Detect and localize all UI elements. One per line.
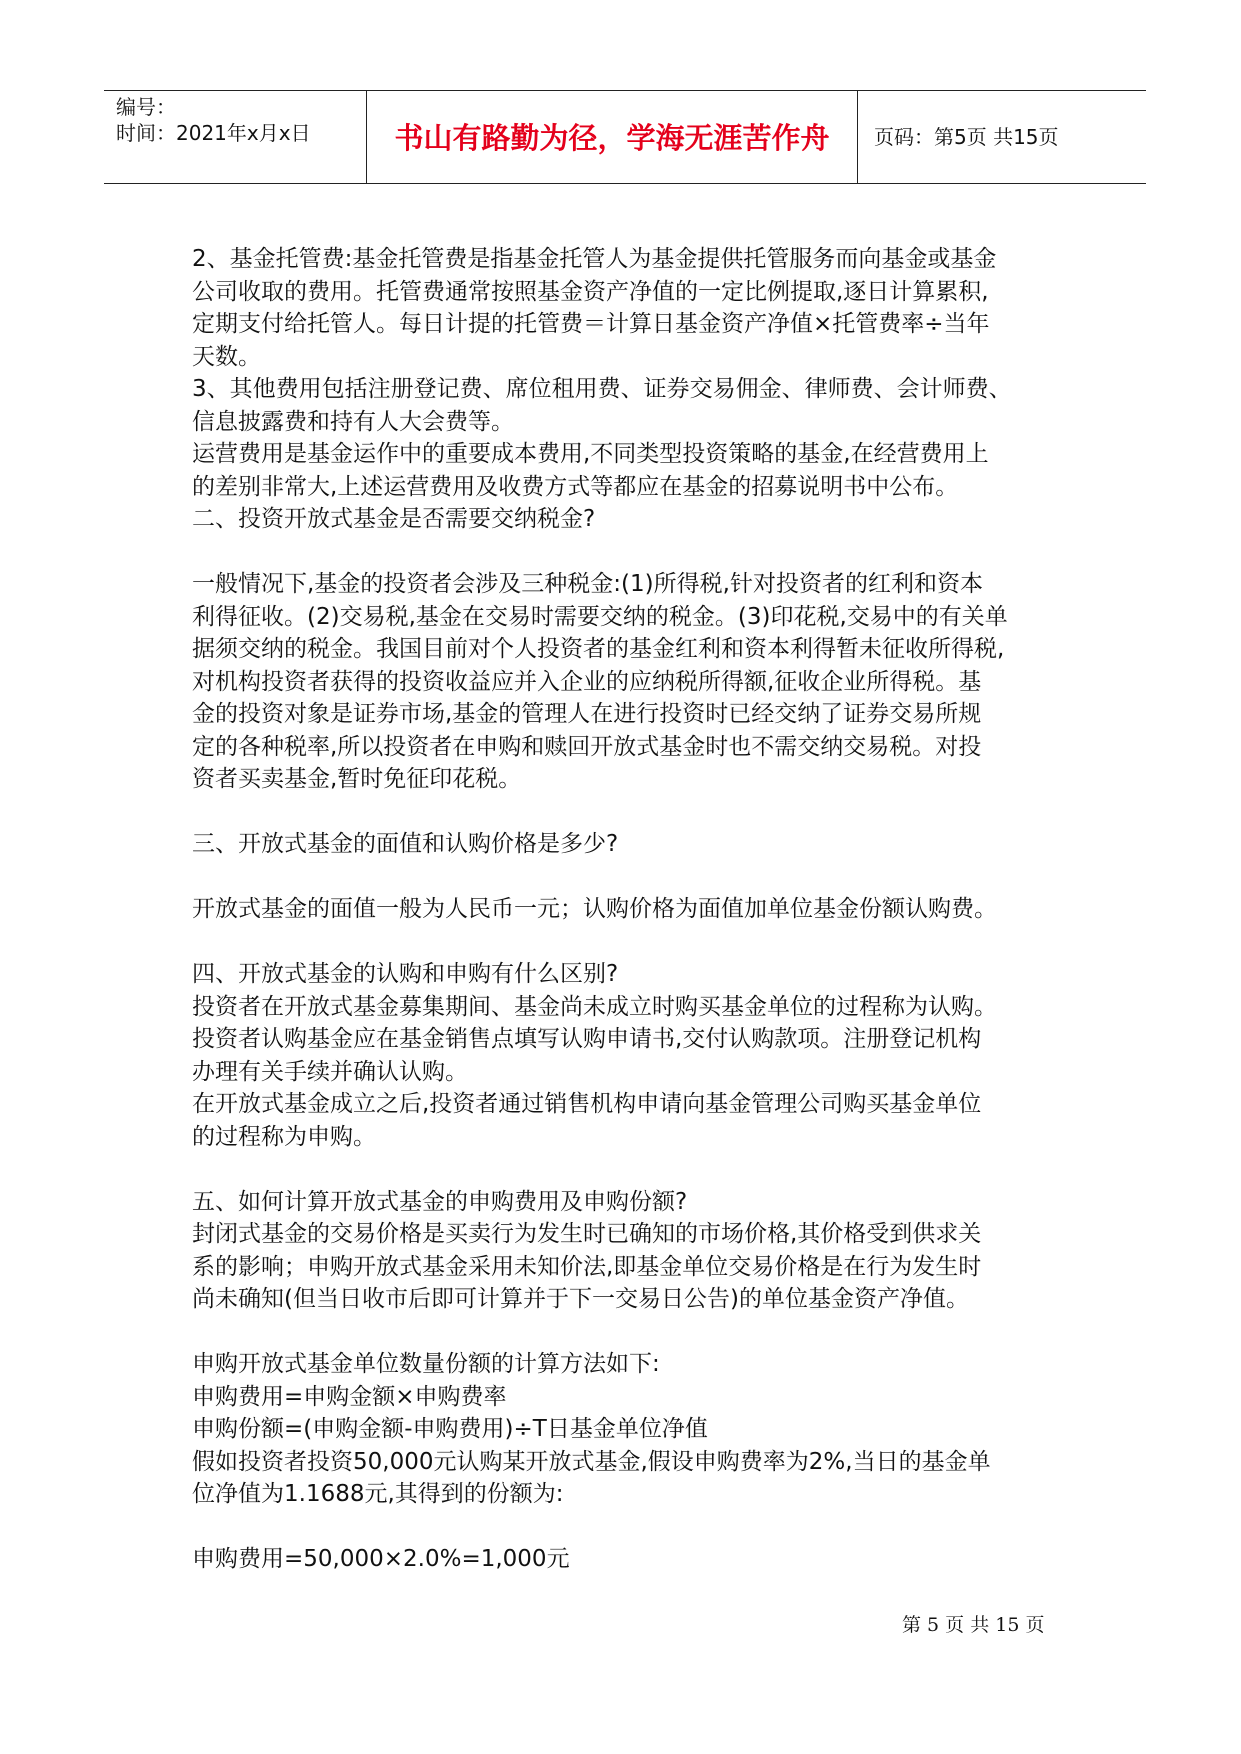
- motto-text: 书山有路勤为径，学海无涯苦作舟: [394, 121, 830, 155]
- body-text-line: 申购费用=申购金额×申购费率: [192, 1383, 507, 1410]
- body-text-line: 五、如何计算开放式基金的申购费用及申购份额?: [192, 1188, 688, 1215]
- body-text-line: 系的影响；申购开放式基金采用未知价法,即基金单位交易价格是在行为发生时: [192, 1253, 982, 1280]
- header-motto-cell: [367, 91, 858, 183]
- body-text-line: 在开放式基金成立之后,投资者通过销售机构申请向基金管理公司购买基金单位: [192, 1091, 982, 1117]
- header-info-cell: [104, 91, 367, 183]
- body-text-line: 2、基金托管费:基金托管费是指基金托管人为基金提供托管服务而向基金或基金: [192, 246, 997, 272]
- blank-line: [192, 861, 1072, 894]
- body-text-line: 公司收取的费用。托管费通常按照基金资产净值的一定比例提取,逐日计算累积,: [192, 278, 989, 305]
- body-text-line: 四、开放式基金的认购和申购有什么区别?: [192, 961, 619, 987]
- body-text-line: 的差别非常大,上述运营费用及收费方式等都应在基金的招募说明书中公布。: [192, 473, 959, 500]
- body-text-line: 三、开放式基金的面值和认购价格是多少?: [192, 831, 619, 857]
- blank-line: [192, 1153, 1072, 1186]
- body-text-line: 申购开放式基金单位数量份额的计算方法如下:: [192, 1351, 660, 1377]
- body-text-line: 位净值为1.1688元,其得到的份额为:: [192, 1481, 564, 1507]
- page-footer: 第 5 页 共 15 页: [902, 1614, 1045, 1636]
- blank-line: [192, 1316, 1072, 1349]
- blank-line: [192, 796, 1072, 829]
- body-text-line: 运营费用是基金运作中的重要成本费用,不同类型投资策略的基金,在经营费用上: [192, 441, 989, 467]
- body-text-line: 据须交纳的税金。我国目前对个人投资者的基金红利和资本利得暂未征收所得税,: [192, 636, 1005, 662]
- blank-line: [192, 926, 1072, 959]
- body-text-line: 二、投资开放式基金是否需要交纳税金?: [192, 506, 596, 532]
- body-text-line: 开放式基金的面值一般为人民币一元；认购价格为面值加单位基金份额认购费。: [192, 896, 997, 922]
- body-text-line: 资者买卖基金,暂时免征印花税。: [192, 766, 522, 792]
- blank-line: [192, 1511, 1072, 1544]
- body-text-line: 封闭式基金的交易价格是买卖行为发生时已确知的市场价格,其价格受到供求关: [192, 1221, 982, 1247]
- body-text-line: 定的各种税率,所以投资者在申购和赎回开放式基金时也不需交纳交易税。对投: [192, 733, 982, 760]
- body-text-line: 假如投资者投资50,000元认购某开放式基金,假设申购费率为2%,当日的基金单: [192, 1448, 991, 1475]
- document-date: 时间：2021年x月x日: [116, 121, 311, 145]
- blank-line: [192, 536, 1072, 569]
- body-text-line: 利得征收。(2)交易税,基金在交易时需要交纳的税金。(3)印花税,交易中的有关单: [192, 603, 1008, 630]
- document-body: [192, 243, 1072, 1576]
- body-text-line: 3、其他费用包括注册登记费、席位租用费、证券交易佣金、律师费、会计师费、: [192, 376, 1012, 402]
- header-table: [104, 90, 1146, 184]
- body-text-line: 投资者认购基金应在基金销售点填写认购申请书,交付认购款项。注册登记机构: [192, 1026, 982, 1052]
- body-text-line: 一般情况下,基金的投资者会涉及三种税金:(1)所得税,针对投资者的红利和资本: [192, 571, 983, 597]
- body-text-line: 尚未确知(但当日收市后即可计算并于下一交易日公告)的单位基金资产净值。: [192, 1286, 969, 1312]
- body-text-line: 办理有关手续并确认认购。: [192, 1058, 468, 1085]
- body-text-line: 金的投资对象是证券市场,基金的管理人在进行投资时已经交纳了证券交易所规: [192, 701, 982, 727]
- body-text-line: 信息披露费和持有人大会费等。: [192, 408, 514, 435]
- document-number-label: 编号：: [116, 95, 176, 119]
- body-text-line: 天数。: [192, 343, 261, 370]
- page-code: 页码：第5页 共15页: [874, 125, 1059, 149]
- body-text-line: 申购份额=(申购金额-申购费用)÷T日基金单位净值: [192, 1416, 708, 1442]
- body-text-line: 定期支付给托管人。每日计提的托管费＝计算日基金资产净值×托管费率÷当年: [192, 311, 990, 337]
- body-text-line: 对机构投资者获得的投资收益应并入企业的应纳税所得额,征收企业所得税。基: [192, 668, 982, 695]
- header-page-cell: [858, 91, 1146, 183]
- body-text-line: 的过程称为申购。: [192, 1123, 376, 1150]
- body-text-line: 申购费用=50,000×2.0%=1,000元: [192, 1546, 570, 1572]
- body-text-line: 投资者在开放式基金募集期间、基金尚未成立时购买基金单位的过程称为认购。: [192, 993, 997, 1020]
